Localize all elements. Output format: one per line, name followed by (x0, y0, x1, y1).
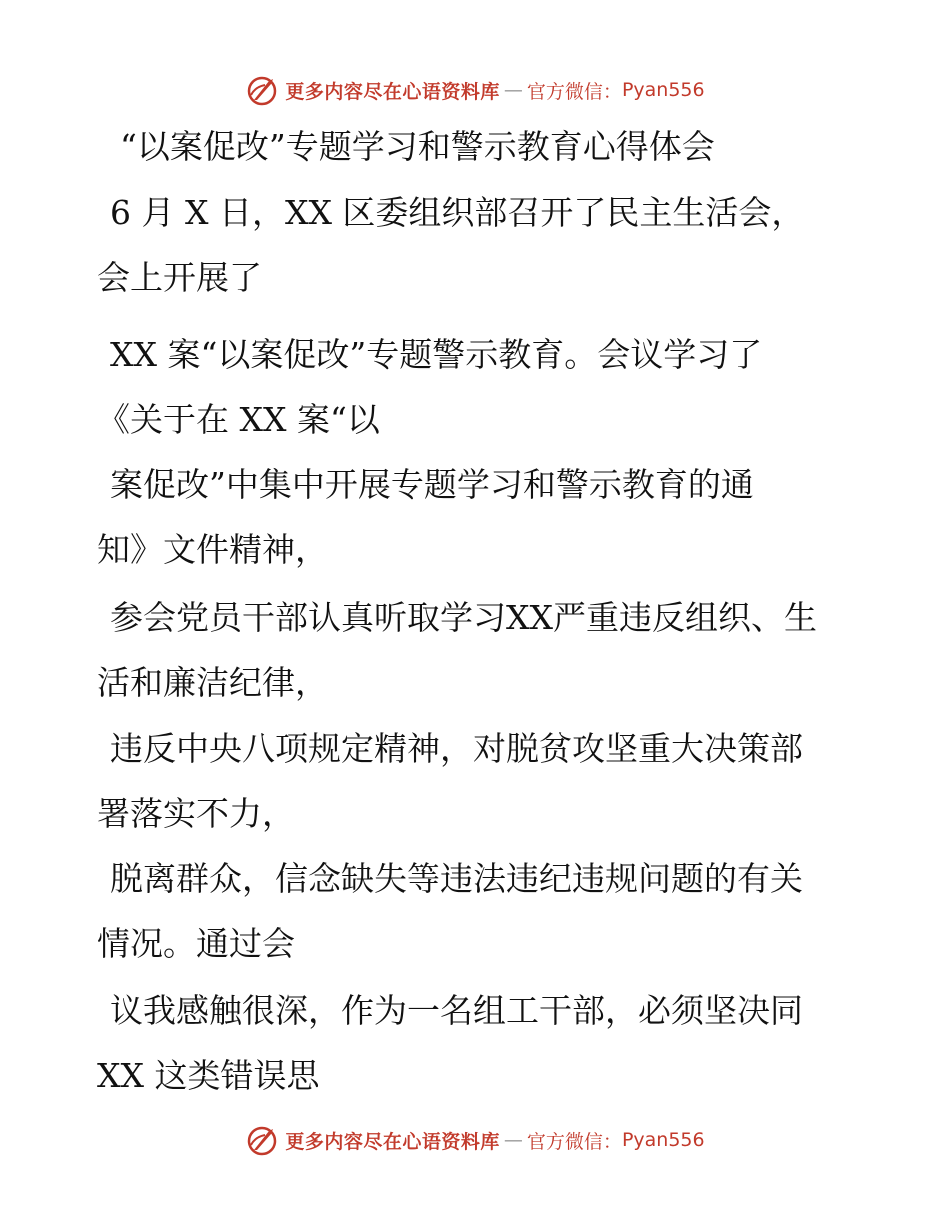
quill-pen-logo-icon (245, 1123, 279, 1157)
document-title: “以案促改”专题学习和警示教育心得体会 (120, 127, 715, 166)
watermark-banner-bottom (0, 1120, 950, 1160)
paragraph-line: 活和廉洁纪律， (97, 663, 328, 702)
paragraph-5 (97, 716, 857, 846)
paragraph-line: 参会党员干部认真听取学习XX严重违反组织、生 (110, 598, 817, 637)
paragraph-line: 情况。通过会 (97, 924, 295, 963)
paragraph-4 (97, 585, 857, 715)
paragraph-line: 会上开展了 (97, 258, 262, 297)
watermark-separator: — (503, 79, 523, 101)
paragraph-line: 案促改”中集中开展专题学习和警示教育的通 (110, 465, 754, 504)
paragraph-line: XX 案“以案促改”专题警示教育。会议学习了 (110, 335, 763, 374)
paragraph-line: 《关于在 XX 案“以 (97, 400, 380, 439)
watermark-wechat-label: 官方微信： (526, 1130, 622, 1153)
watermark-separator: — (503, 1129, 523, 1151)
paragraph-7 (97, 978, 857, 1108)
paragraph-6 (97, 846, 857, 976)
paragraph-line: 6 月 X 日，XX 区委组织部召开了民主生活会， (110, 193, 805, 232)
paragraph-line: 知》文件精神， (97, 530, 328, 569)
watermark-wechat-id: Pyan556 (621, 1129, 705, 1151)
paragraph-line: 议我感触很深，作为一名组工干部，必须坚决同 (110, 991, 803, 1030)
watermark-wechat-label: 官方微信： (526, 80, 622, 103)
watermark-site-text: 更多内容尽在心语资料库 (285, 1130, 500, 1153)
paragraph-line: 署落实不力， (97, 794, 295, 833)
watermark-site-text: 更多内容尽在心语资料库 (285, 80, 500, 103)
paragraph-line: 脱离群众，信念缺失等违法违纪违规问题的有关 (110, 859, 803, 898)
watermark-wechat-id: Pyan556 (621, 79, 705, 101)
paragraph-1 (97, 180, 857, 310)
paragraph-3 (97, 452, 857, 582)
paragraph-line: 违反中央八项规定精神，对脱贫攻坚重大决策部 (110, 729, 803, 768)
paragraph-line: XX 这类错误思 (97, 1056, 320, 1095)
paragraph-2 (97, 322, 857, 452)
